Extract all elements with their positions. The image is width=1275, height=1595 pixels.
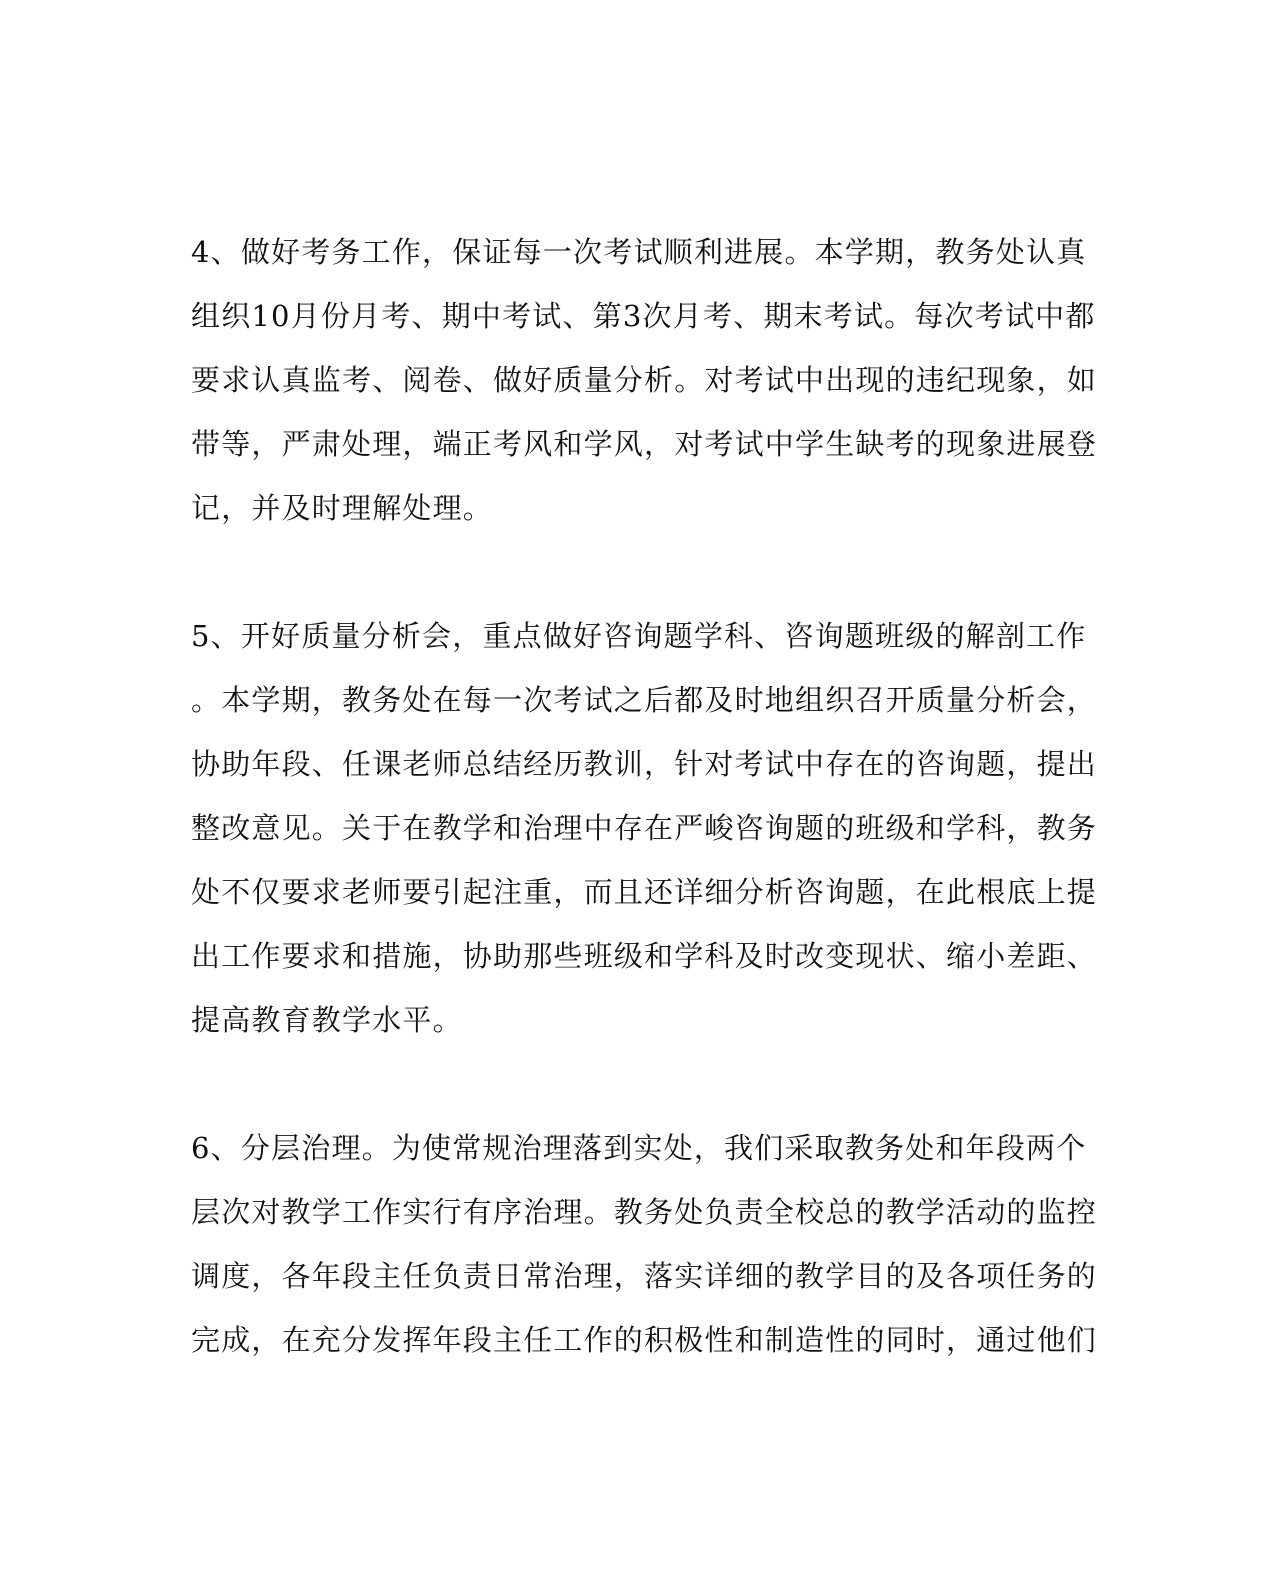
text-line: 带等，严肃处理，端正考风和学风，对考试中学生缺考的现象进展登 [191, 427, 1098, 461]
text-line: 记，并及时理解处理。 [191, 491, 494, 525]
paragraph-layered-management [191, 1116, 1098, 1372]
text-line: 出工作要求和措施，协助那些班级和学科及时改变现状、缩小差距、 [191, 939, 1098, 973]
text-line: 。本学期，教务处在每一次考试之后都及时地组织召开质量分析会， [191, 683, 1098, 717]
text-line: 处不仅要求老师要引起注重，而且还详细分析咨询题，在此根底上提 [191, 875, 1098, 909]
text-line: 层次对教学工作实行有序治理。教务处负责全校总的教学活动的监控 [191, 1195, 1098, 1229]
text-line: 整改意见。关于在教学和治理中存在严峻咨询题的班级和学科，教务 [191, 811, 1098, 845]
document-body [191, 220, 1098, 1372]
text-line: 5、开好质量分析会，重点做好咨询题学科、咨询题班级的解剖工作 [191, 619, 1087, 653]
text-line: 提高教育教学水平。 [191, 1003, 463, 1037]
text-line: 完成，在充分发挥年段主任工作的积极性和制造性的同时，通过他们 [191, 1323, 1098, 1357]
text-line: 组织10月份月考、期中考试、第3次月考、期末考试。每次考试中都 [191, 299, 1096, 333]
text-line: 4、做好考务工作，保证每一次考试顺利进展。本学期，教务处认真 [191, 235, 1087, 269]
text-line: 协助年段、任课老师总结经历教训，针对考试中存在的咨询题，提出 [191, 747, 1098, 781]
text-line: 6、分层治理。为使常规治理落到实处，我们采取教务处和年段两个 [191, 1131, 1087, 1165]
paragraph-exam-affairs [191, 220, 1098, 540]
text-line: 调度，各年段主任负责日常治理，落实详细的教学目的及各项任务的 [191, 1259, 1098, 1293]
paragraph-quality-analysis [191, 604, 1098, 1052]
text-line: 要求认真监考、阅卷、做好质量分析。对考试中出现的违纪现象，如 [191, 363, 1098, 397]
